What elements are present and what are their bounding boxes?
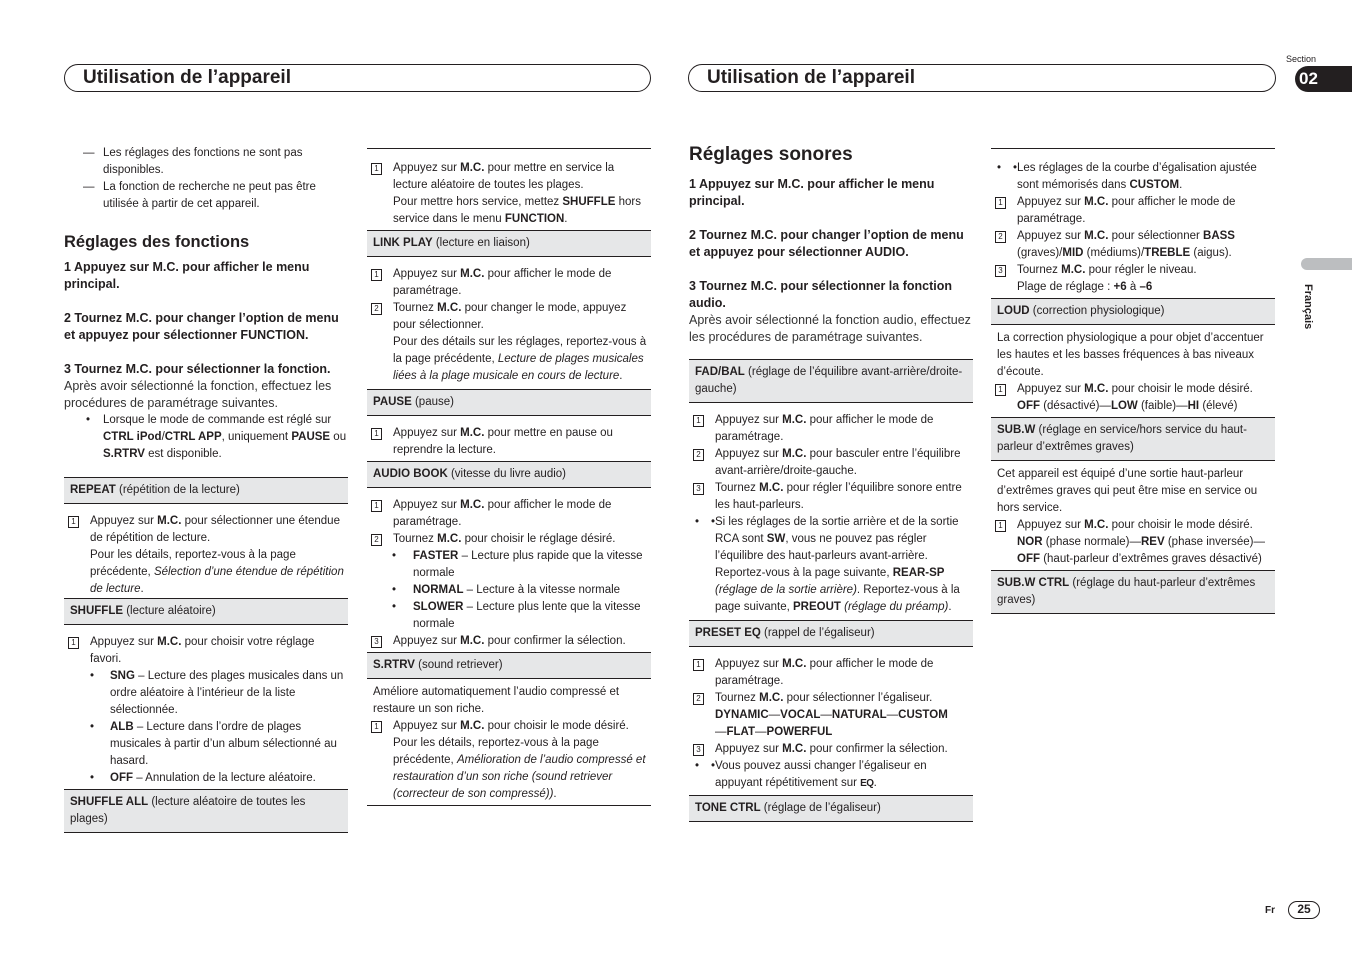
left-page-header [64, 64, 651, 92]
numbered-step: 2 Appuyez sur M.C. pour basculer entre l’équilibre avant-arrière/droite-gauche. [689, 446, 973, 480]
eq-icon: EQ [860, 778, 874, 789]
numbered-step: 1 Appuyez sur M.C. pour afficher le mode de paramétrage. [991, 194, 1275, 228]
paragraph: Après avoir sélectionné la fonction, effectuez les procédures de paramétrage suivantes. [64, 379, 332, 410]
column-1 [64, 145, 348, 833]
function-box-loud: LOUD (correction physiologique) [991, 298, 1275, 325]
function-box-audio-book: AUDIO BOOK (vitesse du livre audio) [367, 461, 651, 488]
function-box-shuffle: SHUFFLE (lecture aléatoire) [64, 598, 348, 625]
eq-options: DYNAMIC—VOCAL—NATURAL—CUSTOM —FLAT—POWERFUL [715, 709, 948, 738]
numbered-step: 1 Appuyez sur M.C. pour choisir le mode désiré. OFF (désactivé)—LOW (faible)—HI (élevé) [991, 381, 1275, 415]
numbered-step: 1 Appuyez sur M.C. pour choisir le mode désiré. [367, 718, 651, 735]
function-box-shuffle-all: SHUFFLE ALL (lecture aléatoire de toutes les plages) [64, 789, 348, 833]
paragraph: Après avoir sélectionné la fonction audio, effectuez les procédures de paramétrage suivantes. [689, 313, 971, 344]
function-box-repeat: REPEAT (répétition de la lecture) [64, 477, 348, 504]
option-item: • SLOWER – Lecture plus lente que la vitesse normale [367, 599, 651, 633]
numbered-step: 3 Tournez M.C. pour régler l’équilibre sonore entre les haut-parleurs. [689, 480, 973, 514]
function-box-tone-ctrl: TONE CTRL (réglage de l’égaliseur) [689, 795, 973, 822]
paragraph: La correction physiologique a pour objet d’accentuer les hautes et les basses fréquences à bas niveaux d’écoute. [997, 332, 1264, 378]
step: 3 Tournez M.C. pour sélectionner la fonction audio. [689, 279, 952, 310]
paragraph: Cet appareil est équipé d’une sortie haut-parleur d’extrêmes graves qui peut être mise en service ou hors service. [997, 468, 1258, 514]
function-box-link-play: LINK PLAY (lecture en liaison) [367, 230, 651, 257]
language-label: Français [1302, 284, 1314, 330]
numbered-step: 2 Tournez M.C. pour sélectionner l’égaliseur. [689, 690, 973, 707]
step: 2 Tournez M.C. pour changer l’option de menu et appuyez pour sélectionner AUDIO. [689, 228, 964, 259]
paragraph: Pour les détails, reportez-vous à la page précédente, Sélection d’une étendue de répétition de lecture. [90, 549, 344, 595]
column-4 [991, 148, 1275, 614]
column-2 [367, 148, 651, 806]
step: 1 Appuyez sur M.C. pour afficher le menu principal. [64, 260, 310, 291]
language-tab [1301, 258, 1352, 270]
page-number: 25 [1288, 901, 1320, 919]
function-box-preset-eq: PRESET EQ (rappel de l’égaliseur) [689, 620, 973, 647]
option-item: • NORMAL – Lecture à la vitesse normale [367, 582, 651, 599]
section-label: Section [1286, 54, 1317, 64]
step: 3 Tournez M.C. pour sélectionner la fonction. [64, 362, 331, 376]
numbered-step: 2 Tournez M.C. pour choisir le réglage désiré. [367, 531, 651, 548]
paragraph: Pour les détails, reportez-vous à la page précédente, Amélioration de l’audio compressé et restauration d’un son riche (sound retriever (correcteur de son compressé)). [393, 737, 646, 800]
option-item: • OFF – Annulation de la lecture aléatoire. [64, 770, 348, 787]
footer-lang: Fr [1265, 905, 1275, 916]
function-box-srtrv: S.RTRV (sound retriever) [367, 652, 651, 679]
function-box-pause: PAUSE (pause) [367, 389, 651, 416]
page-title: Utilisation de l’appareil [707, 67, 915, 88]
paragraph: Améliore automatiquement l’audio compressé et restaure un son riche. [373, 686, 620, 715]
numbered-step: 3 Appuyez sur M.C. pour confirmer la sélection. [689, 741, 973, 758]
bullet: • • Les réglages de la courbe d’égalisation ajustée sont mémorisés dans CUSTOM. [991, 160, 1275, 194]
paragraph: Pour des détails sur les réglages, reportez-vous à la page précédente, Lecture de plages musicales liées à la plage musicale en cours de lecture. [393, 336, 647, 382]
note: — Les réglages des fonctions ne sont pas disponibles. [64, 145, 348, 179]
numbered-step: 3 Appuyez sur M.C. pour confirmer la sélection. [367, 633, 651, 650]
function-box-fad-bal: FAD/BAL (réglage de l’équilibre avant-arrière/droite-gauche) [689, 359, 973, 403]
numbered-step: 1 Appuyez sur M.C. pour afficher le mode de paramétrage. [367, 497, 651, 531]
bullet: • Lorsque le mode de commande est réglé sur CTRL iPod/CTRL APP, uniquement PAUSE ou S.RTRV est disponible. [64, 412, 348, 463]
note: — La fonction de recherche ne peut pas être utilisée à partir de cet appareil. [64, 179, 348, 213]
step: 1 Appuyez sur M.C. pour afficher le menu principal. [689, 177, 935, 208]
column-3 [689, 143, 973, 822]
function-box-sub-w-ctrl: SUB.W CTRL (réglage du haut-parleur d’extrêmes graves) [991, 570, 1275, 614]
step: 2 Tournez M.C. pour changer l’option de menu et appuyez pour sélectionner FUNCTION. [64, 311, 339, 342]
section-heading: Réglages des fonctions [64, 233, 250, 251]
numbered-step: 2 Tournez M.C. pour changer le mode, appuyez pour sélectionner. [367, 300, 651, 334]
numbered-step: 1 Appuyez sur M.C. pour mettre en pause ou reprendre la lecture. [367, 425, 651, 459]
numbered-step: 1 Appuyez sur M.C. pour choisir le mode désiré. NOR (phase normale)—REV (phase inversée)—OFF (haut-parleur d’extrêmes graves désactivé) [991, 517, 1275, 568]
right-page-header [688, 64, 1276, 92]
section-heading: Réglages sonores [689, 144, 853, 165]
numbered-step: 1 Appuyez sur M.C. pour choisir votre réglage favori. [64, 634, 348, 668]
numbered-step: 1 Appuyez sur M.C. pour afficher le mode de paramétrage. [367, 266, 651, 300]
section-number: 02 [1295, 66, 1352, 92]
bullet: • • Si les réglages de la sortie arrière et de la sortie RCA sont SW, vous ne pouvez pas régler l’équilibre des haut-parleurs avant-arrière. Reportez-vous à la page suivante, REAR-SP (réglage de la sortie arrière). Reportez-vous à la page suivante, PREOUT (réglage du préamp). [689, 514, 973, 616]
numbered-step: 1 Appuyez sur M.C. pour sélectionner une étendue de répétition de lecture. [64, 513, 348, 547]
page-title: Utilisation de l’appareil [83, 67, 291, 88]
option-item: • SNG – Lecture des plages musicales dans un ordre aléatoire à l’intérieur de la liste sélectionnée. [64, 668, 348, 719]
numbered-step: 1 Appuyez sur M.C. pour afficher le mode de paramétrage. [689, 656, 973, 690]
option-item: • ALB – Lecture dans l’ordre de plages musicales à partir d’un album sélectionné au hasard. [64, 719, 348, 770]
numbered-step: 2 Appuyez sur M.C. pour sélectionner BASS (graves)/MID (médiums)/TREBLE (aigus). [991, 228, 1275, 262]
adjustment-range: Plage de réglage : +6 à –6 [1017, 281, 1153, 293]
paragraph: Pour mettre hors service, mettez SHUFFLE hors service dans le menu FUNCTION. [393, 196, 641, 225]
numbered-step: 1 Appuyez sur M.C. pour mettre en service la lecture aléatoire de toutes les plages. [367, 160, 651, 194]
bullet: • • Vous pouvez aussi changer l’égaliseur en appuyant répétitivement sur EQ. [689, 758, 973, 792]
numbered-step: 1 Appuyez sur M.C. pour afficher le mode de paramétrage. [689, 412, 973, 446]
option-item: • FASTER – Lecture plus rapide que la vitesse normale [367, 548, 651, 582]
numbered-step: 3 Tournez M.C. pour régler le niveau. [991, 262, 1275, 279]
function-box-sub-w: SUB.W (réglage en service/hors service du haut-parleur d’extrêmes graves) [991, 417, 1275, 461]
